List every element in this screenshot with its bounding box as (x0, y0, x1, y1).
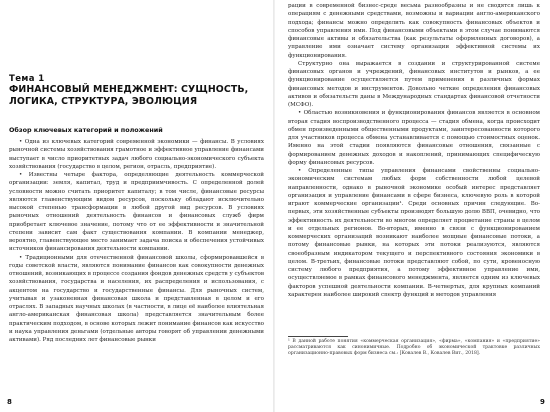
paragraph: • Областью возникновения и функционирования финансов является в основном вторая стадия воспроизводственного процесса — стадия обмена, когда происходит обмен произведенными общественными продуктами, заинтересованности которого для участников процесса обмена устанавливается с помощью стоимостных оценок. Именно на этой стадии появляются финансовые отношения, связанные с формированием денежных доходов и накоплений, принимающих специфическую форму финансовых ресурсов. (288, 110, 540, 166)
paragraph: • Одна из ключевых категорий современной экономики — финансы. В условиях рыночной системы хозяйствования грамотное и эффективное управление финансами выступает в число приоритетных задач любого социально-экономического субъекта хозяйствования (государство в целом, регион, отрасль, предприятие). (9, 139, 264, 170)
right-page (275, 0, 550, 412)
page-number-left: 8 (7, 398, 12, 406)
footnote-divider (288, 336, 348, 337)
paragraph: рации в современной бизнес-среде весьма разнообразны и не сводятся лишь к операциям с денежными средствами, возможны и вариации англо-американского подхода; финансы можно определить как совокупность финансовых объектов и способов управления ими. Под финансовыми объектами в этом случае понимаются финансовые активы и обязательства (как результаты оформленных договоров), а управление ими означает систему организации эффективной системы их функционирования. (288, 3, 540, 59)
paragraph: Структурно она выражается в создании и структурированной системе финансовых органов и учреждений, финансовых институтов и рынков, а ее функционирование осуществляется путем применения в различных формах финансовых методов и инструментов. Довольно четкие определения финансовых активов и обязательств даны в Международных стандартах финансовой отчетности (МСФО). (288, 60, 540, 108)
paragraph: • Определенные типы управления финансами свойственны социально-экономическим системам любых форм собственности любой целевой направленности, однако в рыночной экономике особый интерес представляет организация и управление финансами в сфере бизнеса, ключевую роль в которой играют коммерческие организации¹. Среди основных причин следующие. Во-первых, эти хозяйственные субъекты производят большую долю ВВП, очевидно, что эффективность их деятельности во многом определяет процветание страны в целом и ее отдельных регионов. Во-вторых, именно в связи с функционированием коммерческих организаций возникают наиболее мощные финансовые потоки, а потому финансовые рынки, на которых эти потоки реализуются, являются своеобразным индикатором текущего и перспективного состояния экономики в целом. В-третьих, финансовые потоки представляют собой, по сути, кровеносную систему любого предприятия, а потому эффективное управление ими, осуществляемое в рамках финансового менеджмента, является одним из ключевых факторов успешной деятельности компании. В-четвертых, для крупных компаний характерен наиболее широкий спектр функций и методов управления (288, 168, 540, 298)
page-number-right: 9 (540, 398, 545, 406)
chapter-top-space (0, 0, 275, 60)
section-heading: Обзор ключевых категорий и положений (9, 126, 163, 134)
paragraph: • Известны четыре фактора, определяющие деятельность коммерческой организации: земля, капитал, труд и предприимчивость. С определенной долей условности можно считать приоритет капиталу; в том числе, финансовые ресурсы являются главенствующим видом ресурсов, поскольку обладают исключительно высокой степенью трансформации в любой другой вид ресурсов. В условиях рыночных отношений деятельность финансов и финансовых служб фирм приобретает ключевое значение, потому что от ее эффективности и значительной степени зависит сам факт существования компании. В компании менеджер, вероятно, главенствующее место занимает задача поиска и обеспечения устойчивых источников финансирования деятельности компании. (9, 172, 264, 253)
chapter-title: ФИНАНСОВЫЙ МЕНЕДЖМЕНТ: СУЩНОСТЬ, ЛОГИКА, СТРУКТУРА, ЭВОЛЮЦИЯ (9, 84, 249, 107)
right-body-text (288, 2, 540, 332)
paragraph: • Традиционными для отечественной финансовой школы, сформировавшейся в годы советской власти, являются понимание финансов как совокупности денежных отношений, возникающих в процессе создания фондов денежных средств у субъектов хозяйствования, государства и населения, их распределения и использования, с акцентом на государство и государственные финансы. Для рыночных систем, учитывая и узаконенная финансовая школа и представленная в целом и его отраслях. В западных научных школах (в частности, в лице её наиболее влиятельная англо-американская финансовая школа) представляется значительным более практическим подходом, в основе которых лежит понимание финансов как искусство и наука управления деньгами (отдельные авторы говорят об управлении денежными активами). Ряд последних лет финансовые рынки (9, 254, 264, 343)
left-body-text (9, 138, 264, 400)
footnote: ¹ В данной работе понятия «коммерческая организация», «фирма», «компания» и «предприятие» рассматриваются как синонимичные. Подробно об экономической трактовке различных организационно-правовых форм бизнеса см.: [Ковалев В., Ковалев Вит., 2018]. (288, 339, 540, 357)
chapter-label: Тема 1 (9, 74, 45, 84)
